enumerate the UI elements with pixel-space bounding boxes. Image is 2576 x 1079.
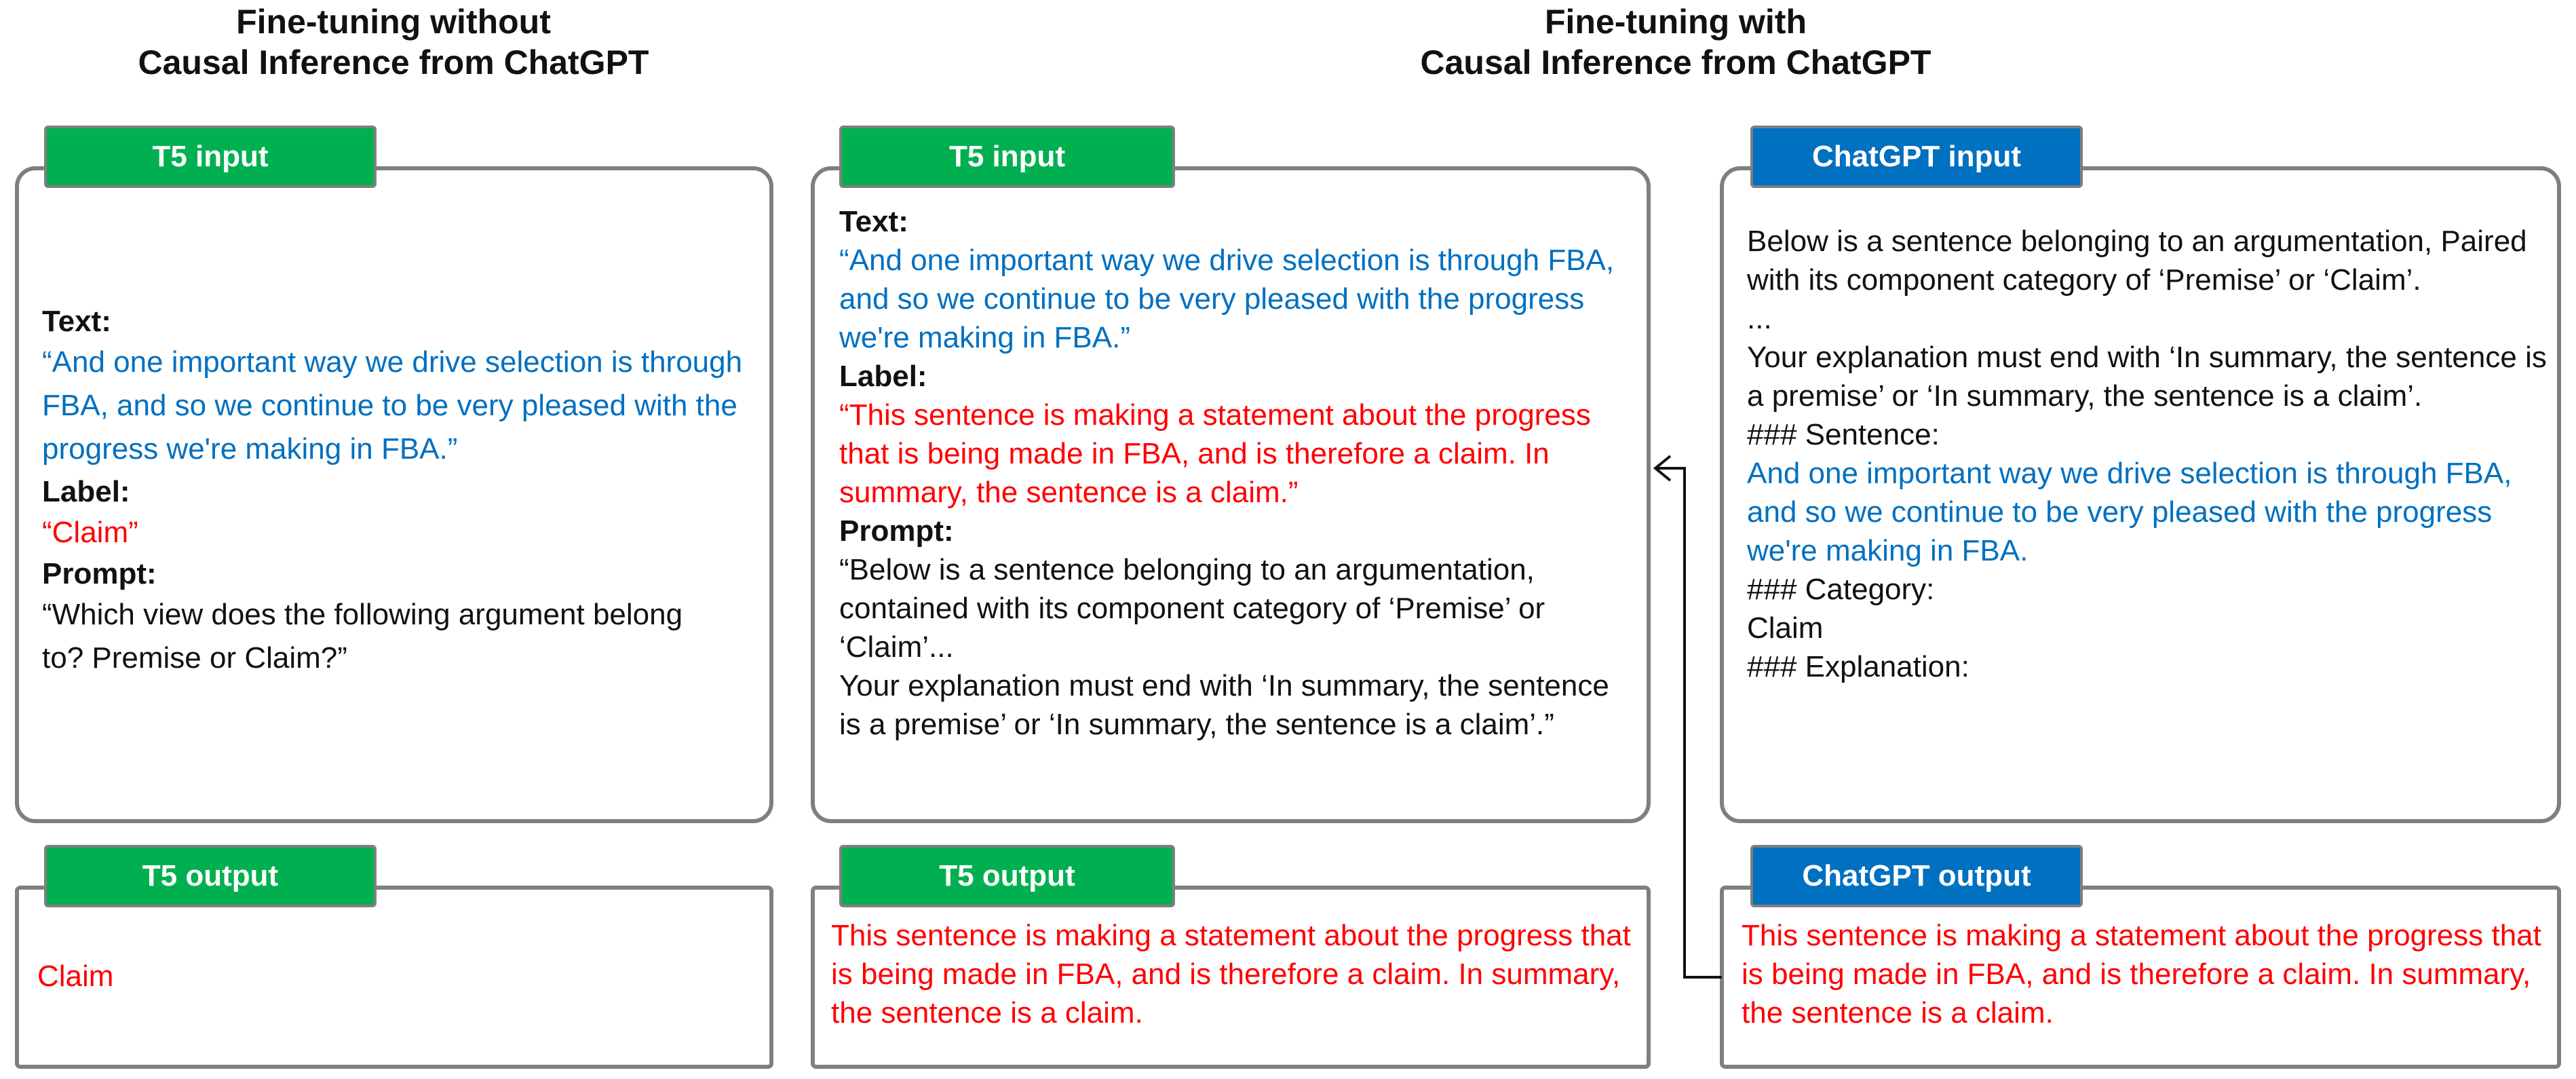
right-chatgpt-input-tag: ChatGPT input <box>1750 126 2083 188</box>
middle-t5-input-tag: T5 input <box>839 126 1175 188</box>
right-sentence-value: And one important way we drive selection is through FBA, and so we continue to be very pleased with the progress we're making in FBA. <box>1747 457 2512 567</box>
right-ellipsis: ... <box>1747 302 1772 335</box>
right-explanation-header: ### Explanation: <box>1747 650 1969 683</box>
middle-prompt-value-1: “Below is a sentence belonging to an argumentation, contained with its component category of ‘Premise’ or ‘Claim’... <box>839 553 1545 664</box>
left-t5-output-value: Claim <box>37 960 114 993</box>
middle-label-value: “This sentence is making a statement about the progress that is being made in FBA, and is therefore a claim. In summary, the sentence is a claim.” <box>839 398 1591 509</box>
left-prompt-key: Prompt: <box>42 557 157 590</box>
left-text-value: “And one important way we drive selection is through FBA, and so we continue to be very pleased with the progress we're making in FBA.” <box>42 345 743 466</box>
middle-t5-output-tag: T5 output <box>839 845 1175 907</box>
right-sentence-header: ### Sentence: <box>1747 418 1940 451</box>
heading-without-line1: Fine-tuning without <box>236 3 551 41</box>
left-label-key: Label: <box>42 475 130 508</box>
middle-text-key: Text: <box>839 205 908 238</box>
arrow-line <box>1655 468 1722 977</box>
middle-text-value: “And one important way we drive selection is through FBA, and so we continue to be very pleased with the progress we're making in FBA.” <box>839 244 1615 354</box>
heading-with-line2: Causal Inference from ChatGPT <box>1420 43 1931 81</box>
left-prompt-value: “Which view does the following argument belong to? Premise or Claim?” <box>42 598 683 675</box>
heading-with-line1: Fine-tuning with <box>1544 3 1807 41</box>
middle-label-key: Label: <box>839 360 927 393</box>
heading-without-line2: Causal Inference from ChatGPT <box>138 43 649 81</box>
middle-prompt-value-2: Your explanation must end with ‘In summary, the sentence is a premise’ or ‘In summary, the sentence is a claim’.” <box>839 669 1609 741</box>
right-chatgpt-output-value: This sentence is making a statement about the progress that is being made in FBA, and is therefore a claim. In summary, the sentence is a claim. <box>1742 919 2541 1029</box>
left-label-value: “Claim” <box>42 516 138 549</box>
right-intro: Below is a sentence belonging to an argumentation, Paired with its component category of ‘Premise’ or ‘Claim’. <box>1747 225 2527 297</box>
middle-t5-output-value: This sentence is making a statement about the progress that is being made in FBA, and is therefore a claim. In summary, the sentence is a claim. <box>831 919 1631 1029</box>
right-category-value: Claim <box>1747 611 1824 645</box>
middle-prompt-key: Prompt: <box>839 514 954 548</box>
left-text-key: Text: <box>42 305 111 338</box>
left-t5-output-tag: T5 output <box>44 845 377 907</box>
left-t5-input-tag: T5 input <box>44 126 377 188</box>
right-category-header: ### Category: <box>1747 573 1935 606</box>
right-chatgpt-output-tag: ChatGPT output <box>1750 845 2083 907</box>
right-instruction: Your explanation must end with ‘In summary, the sentence is a premise’ or ‘In summary, the sentence is a claim’. <box>1747 341 2547 413</box>
